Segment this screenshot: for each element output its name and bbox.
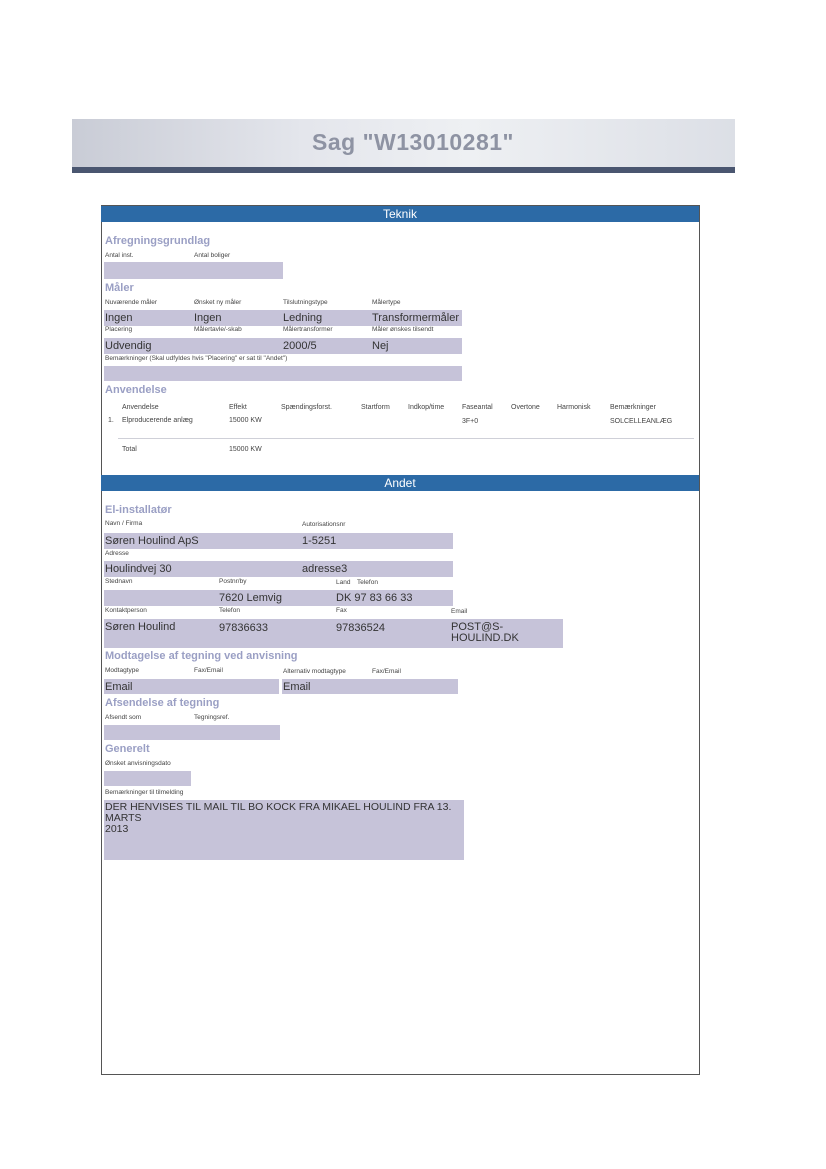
value-maalertransformer: 2000/5 bbox=[283, 340, 317, 352]
total-label: Total bbox=[122, 446, 137, 453]
label-oensket-ny-maaler: Ønsket ny måler bbox=[194, 299, 242, 306]
heading-generelt: Generelt bbox=[105, 743, 150, 755]
value-autorisationsnr: 1-5251 bbox=[302, 535, 337, 547]
col-bemaerkninger: Bemærkninger bbox=[610, 404, 656, 411]
value-postnr: 7620 Lemvig bbox=[219, 592, 282, 604]
label-navn-firma: Navn / Firma bbox=[105, 520, 143, 527]
row-faseantal: 3F+0 bbox=[462, 418, 479, 425]
row-anvendelse: Elproducerende anlæg bbox=[122, 417, 193, 424]
label-nuvaerende-maaler: Nuværende måler bbox=[105, 299, 158, 306]
heading-maaler: Måler bbox=[105, 282, 134, 294]
label-land: Land bbox=[336, 579, 351, 586]
label-telefon: Telefon bbox=[357, 579, 378, 586]
col-overtone: Overtone bbox=[511, 404, 540, 411]
value-navn-firma: Søren Houlind ApS bbox=[105, 535, 199, 547]
label-antal-boliger: Antal boliger bbox=[194, 252, 231, 259]
label-maalertransformer: Målertransformer bbox=[283, 326, 333, 333]
field-afsendelse bbox=[104, 725, 280, 740]
col-faseantal: Faseantal bbox=[462, 404, 493, 411]
col-anvendelse: Anvendelse bbox=[122, 404, 159, 411]
value-oensket-ny-maaler: Ingen bbox=[194, 312, 222, 324]
title-banner-bar bbox=[72, 167, 735, 173]
heading-modtagelse: Modtagelse af tegning ved anvisning bbox=[105, 650, 298, 662]
value-nuvaerende-maaler: Ingen bbox=[105, 312, 133, 324]
value-maalertype: Transformermåler bbox=[372, 312, 459, 324]
value-alternativ-modtagtype: Email bbox=[283, 681, 311, 693]
anvendelse-divider bbox=[118, 438, 694, 439]
label-maalertype: Målertype bbox=[372, 299, 401, 306]
label-email: Email bbox=[451, 608, 468, 615]
label-bemaerkninger-placering: Bemærkninger (Skal udfyldes hvis "Placering" er sat til "Andet") bbox=[105, 355, 288, 362]
label-adresse: Adresse bbox=[105, 550, 129, 557]
field-anvisningsdato bbox=[104, 771, 191, 786]
label-placering: Placering bbox=[105, 326, 133, 333]
total-value: 15000 KW bbox=[229, 446, 262, 453]
label-maalertavle: Målertavle/-skab bbox=[194, 326, 242, 333]
row-number: 1. bbox=[108, 417, 114, 424]
section-header-andet: Andet bbox=[101, 475, 699, 491]
col-harmonisk: Harmonisk bbox=[557, 404, 591, 411]
page-title: Sag "W13010281" bbox=[312, 129, 514, 155]
label-tilslutningstype: Tilslutningstype bbox=[283, 299, 328, 306]
value-maaler-tilsendt: Nej bbox=[372, 340, 389, 352]
label-telefon-2: Telefon bbox=[219, 607, 240, 614]
label-alternativ-modtagtype: Alternativ modtagtype bbox=[283, 668, 346, 675]
value-adresse: Houlindvej 30 bbox=[105, 563, 172, 575]
value-email: POST@S- HOULIND.DK bbox=[451, 621, 519, 644]
value-kontaktperson: Søren Houlind bbox=[105, 621, 176, 633]
value-fax: 97836524 bbox=[336, 622, 385, 634]
col-indkop: Indkop/time bbox=[408, 404, 445, 411]
value-placering: Udvendig bbox=[105, 340, 152, 352]
label-stednavn: Stednavn bbox=[105, 578, 133, 585]
heading-anvendelse: Anvendelse bbox=[105, 384, 167, 396]
row-bemaerkninger: SOLCELLEANLÆG bbox=[610, 418, 673, 425]
section-header-teknik: Teknik bbox=[101, 206, 699, 222]
label-autorisationsnr: Autorisationsnr bbox=[302, 521, 346, 528]
label-fax-email-2: Fax/Email bbox=[372, 668, 401, 675]
label-modtagtype: Modtagtype bbox=[105, 667, 139, 674]
label-tegningsref: Tegningsref. bbox=[194, 714, 230, 721]
label-oensket-anvisningsdato: Ønsket anvisningsdato bbox=[105, 760, 171, 767]
heading-afsendelse: Afsendelse af tegning bbox=[105, 697, 220, 709]
label-antal-inst: Antal inst. bbox=[105, 252, 134, 259]
col-effekt: Effekt bbox=[229, 404, 247, 411]
label-kontaktperson: Kontaktperson bbox=[105, 607, 147, 614]
label-postnr: Postnr/by bbox=[219, 578, 247, 585]
heading-el-installatoer: El-installatør bbox=[105, 504, 172, 516]
label-afsendt-som: Afsendt som bbox=[105, 714, 142, 721]
field-antal bbox=[104, 262, 283, 279]
value-telefon-2: 97836633 bbox=[219, 622, 268, 634]
value-tilslutningstype: Ledning bbox=[283, 312, 323, 324]
value-bemaerkninger-tilmelding: DER HENVISES TIL MAIL TIL BO KOCK FRA MIKAEL HOULIND FRA 13. MARTS 2013 bbox=[105, 801, 452, 835]
heading-afregningsgrundlag: Afregningsgrundlag bbox=[105, 235, 211, 247]
col-spaendingsforst: Spændingsforst. bbox=[281, 404, 332, 411]
value-modtagtype: Email bbox=[105, 681, 133, 693]
value-adresse3: adresse3 bbox=[302, 563, 348, 575]
label-bemaerkninger-tilmelding: Bemærkninger til tilmelding bbox=[105, 789, 184, 796]
col-startform: Startform bbox=[361, 404, 390, 411]
value-land-telefon: DK 97 83 66 33 bbox=[336, 592, 413, 604]
row-effekt: 15000 KW bbox=[229, 417, 262, 424]
label-maaler-tilsendt: Måler ønskes tilsendt bbox=[372, 326, 434, 333]
label-fax: Fax bbox=[336, 607, 347, 614]
label-fax-email: Fax/Email bbox=[194, 667, 223, 674]
field-bemaerkninger-placering bbox=[104, 366, 462, 381]
